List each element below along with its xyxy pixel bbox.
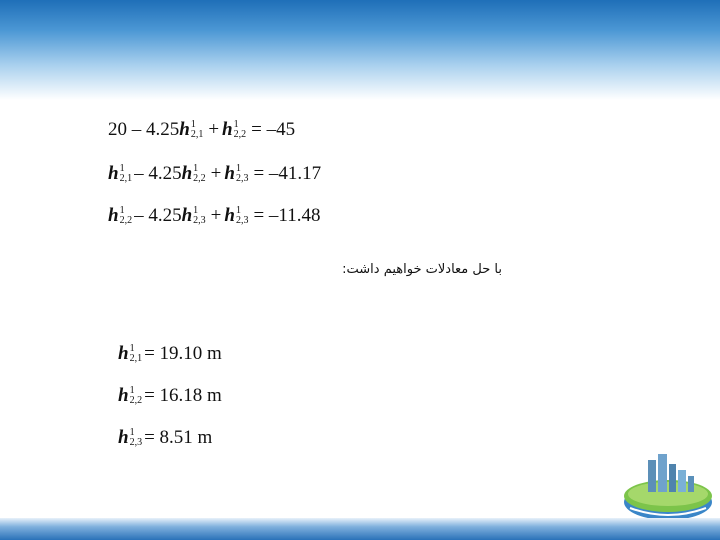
h-variable [118, 343, 144, 364]
header-gradient-band [0, 0, 720, 100]
h-symbol: h [181, 205, 193, 226]
h-variable [108, 163, 134, 184]
superscript: 1 [193, 162, 199, 174]
result-line [118, 386, 222, 407]
h-variable [118, 427, 144, 448]
subscript: 2,2 [129, 394, 143, 406]
h-symbol: h [222, 119, 233, 140]
footer-gradient-band [0, 518, 720, 540]
h-variable [222, 119, 248, 140]
h-variable [182, 163, 208, 184]
coefficient: – 4.25 [134, 163, 182, 184]
globe-city-icon [620, 452, 716, 522]
superscript: 1 [235, 204, 241, 216]
superscript: 1 [235, 162, 241, 174]
h-variable [224, 163, 250, 184]
subscript: 2,2 [119, 214, 133, 226]
h-symbol: h [108, 205, 119, 226]
equation-line [108, 206, 323, 227]
h-variable [108, 205, 134, 226]
subscript: 2,3 [193, 214, 206, 226]
h-symbol: h [179, 119, 190, 140]
result-value: = 16.18 m [144, 385, 222, 406]
subscript: 2,1 [119, 172, 133, 184]
h-variable [224, 205, 250, 226]
equation-line [108, 120, 298, 141]
superscript: 1 [129, 384, 135, 396]
subscript: 2,1 [129, 352, 143, 364]
superscript: 1 [190, 118, 196, 130]
coefficient: – 4.25 [134, 205, 182, 226]
h-symbol: h [224, 205, 235, 226]
h-variable [118, 385, 144, 406]
superscript: 1 [119, 162, 125, 174]
superscript: 1 [129, 426, 135, 438]
result-line [118, 344, 222, 365]
h-variable [182, 205, 208, 226]
subscript: 2,3 [235, 214, 249, 226]
solution-caption: با حل معادلات خواهیم داشت: [342, 262, 502, 277]
equation-line [108, 164, 324, 185]
subscript: 2,1 [190, 128, 204, 140]
coefficient: 20 – 4.25 [108, 119, 180, 140]
superscript: 1 [119, 204, 125, 216]
superscript: 1 [233, 118, 239, 130]
subscript: 2,3 [235, 172, 249, 184]
h-variable [179, 119, 205, 140]
h-symbol: h [118, 427, 129, 448]
h-symbol: h [224, 163, 235, 184]
superscript: 1 [193, 204, 199, 216]
h-symbol: h [181, 163, 193, 184]
operator: + [210, 163, 222, 184]
h-symbol: h [108, 163, 119, 184]
equation-rhs: = –11.48 [253, 205, 321, 226]
result-value: = 19.10 m [144, 343, 222, 364]
result-line [118, 428, 212, 449]
superscript: 1 [129, 342, 135, 354]
h-symbol: h [118, 343, 129, 364]
h-symbol: h [118, 385, 129, 406]
operator: + [208, 119, 220, 140]
subscript: 2,2 [233, 128, 247, 140]
subscript: 2,3 [129, 436, 143, 448]
equation-rhs: = –41.17 [253, 163, 322, 184]
equation-rhs: = –45 [251, 119, 296, 140]
subscript: 2,2 [193, 172, 206, 184]
result-value: = 8.51 m [144, 427, 213, 448]
operator: + [210, 205, 222, 226]
